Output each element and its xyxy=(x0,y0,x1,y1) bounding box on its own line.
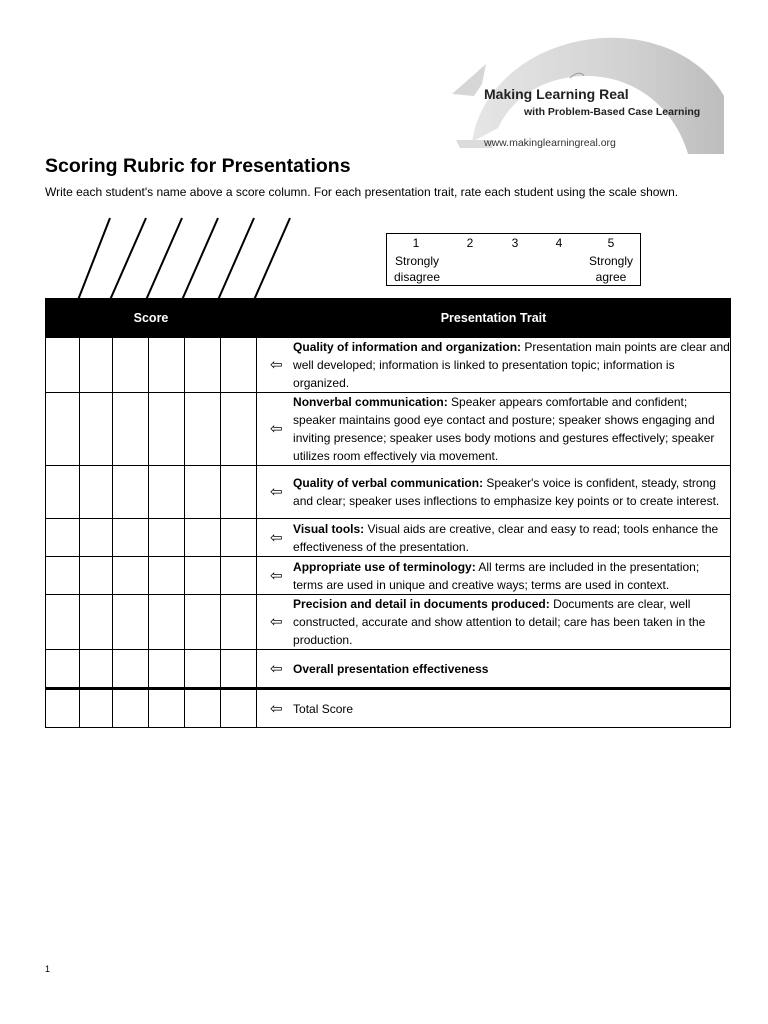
total-score-cell[interactable] xyxy=(113,689,149,728)
total-score-cell[interactable] xyxy=(221,689,257,728)
score-cell[interactable] xyxy=(80,393,113,466)
trait-title: Quality of information and organization: xyxy=(293,340,522,354)
score-cell[interactable] xyxy=(221,595,257,650)
score-cell[interactable] xyxy=(221,519,257,557)
rubric-table xyxy=(45,298,731,728)
left-arrow-icon: ⇦ xyxy=(270,529,283,546)
student-name-lines xyxy=(40,212,300,302)
trait-description: Speaker appears comfortable and confident; speaker maintains good eye contact and posture; speaker shows engaging and inviting presence; speaker uses body motions and gestures effectively; speaker utilizes room effectively via movement. xyxy=(293,395,715,463)
page-footer-mark: 1 xyxy=(45,964,51,974)
rating-scale-box xyxy=(386,233,641,286)
score-cell[interactable] xyxy=(185,338,221,393)
logo-title: Making Learning Real xyxy=(484,86,629,102)
total-score-label-cell xyxy=(257,689,731,728)
rubric-body xyxy=(46,338,731,728)
left-arrow-icon: ⇦ xyxy=(270,660,283,677)
scale-number-2: 2 xyxy=(466,236,474,250)
total-score-row xyxy=(46,689,731,728)
score-cell[interactable] xyxy=(80,338,113,393)
score-header: Score xyxy=(46,299,257,338)
trait-cell xyxy=(257,519,731,557)
left-arrow-icon: ⇦ xyxy=(270,420,283,438)
total-score-label: Total Score xyxy=(293,701,354,716)
presentation-trait-header: Presentation Trait xyxy=(257,299,731,338)
score-cell[interactable] xyxy=(46,338,80,393)
trait-title: Overall presentation effectiveness xyxy=(293,661,489,676)
trait-title: Precision and detail in documents produced: xyxy=(293,597,550,611)
score-cell[interactable] xyxy=(46,595,80,650)
left-arrow-icon: ⇦ xyxy=(270,613,283,631)
instructions-text: Write each student's name above a score column. For each presentation trait, rate each student using the scale shown. xyxy=(45,185,679,199)
name-line-1[interactable] xyxy=(78,218,110,300)
table-row xyxy=(46,595,731,650)
score-cell[interactable] xyxy=(185,393,221,466)
score-cell[interactable] xyxy=(185,557,221,595)
score-cell[interactable] xyxy=(113,595,149,650)
left-arrow-icon: ⇦ xyxy=(270,356,283,374)
score-cell[interactable] xyxy=(46,466,80,519)
score-cell[interactable] xyxy=(80,650,113,689)
scale-number-1: 1 xyxy=(412,236,420,250)
score-cell[interactable] xyxy=(221,557,257,595)
score-cell[interactable] xyxy=(221,338,257,393)
scale-low-label-line-2: disagree xyxy=(393,270,441,284)
trait-title: Nonverbal communication: xyxy=(293,395,448,409)
table-row xyxy=(46,393,731,466)
scale-number-5: 5 xyxy=(607,236,615,250)
score-cell[interactable] xyxy=(149,466,185,519)
trait-title: Quality of verbal communication: xyxy=(293,476,484,490)
score-cell[interactable] xyxy=(185,466,221,519)
trait-title: Appropriate use of terminology: xyxy=(293,559,476,574)
name-line-4[interactable] xyxy=(182,218,218,300)
trait-cell xyxy=(257,650,731,689)
scale-high-label xyxy=(585,253,637,285)
trait-cell xyxy=(257,393,731,466)
name-line-5[interactable] xyxy=(218,218,254,300)
trait-cell xyxy=(257,338,731,393)
score-cell[interactable] xyxy=(149,393,185,466)
score-cell[interactable] xyxy=(113,650,149,689)
score-cell[interactable] xyxy=(113,557,149,595)
score-cell[interactable] xyxy=(80,595,113,650)
table-row xyxy=(46,519,731,557)
trait-cell xyxy=(257,466,731,519)
score-cell[interactable] xyxy=(149,338,185,393)
total-score-cell[interactable] xyxy=(185,689,221,728)
page-title: Scoring Rubric for Presentations xyxy=(45,155,351,177)
logo-url[interactable]: www.makinglearningreal.org xyxy=(484,137,616,149)
score-cell[interactable] xyxy=(113,519,149,557)
left-arrow-icon: ⇦ xyxy=(270,483,283,501)
score-cell[interactable] xyxy=(221,393,257,466)
left-arrow-icon: ⇦ xyxy=(270,700,283,717)
name-line-6[interactable] xyxy=(254,218,290,300)
score-cell[interactable] xyxy=(185,650,221,689)
score-cell[interactable] xyxy=(149,650,185,689)
score-cell[interactable] xyxy=(80,466,113,519)
trait-description: Visual aids are creative, clear and easy to read; tools enhance the effectiveness of the presentation. xyxy=(293,521,719,554)
trait-cell xyxy=(257,595,731,650)
left-arrow-icon: ⇦ xyxy=(270,567,283,584)
scale-number-4: 4 xyxy=(555,236,563,250)
name-line-2[interactable] xyxy=(110,218,146,300)
total-score-cell[interactable] xyxy=(149,689,185,728)
trait-title: Visual tools: xyxy=(293,521,365,536)
score-cell[interactable] xyxy=(46,393,80,466)
table-row xyxy=(46,650,731,689)
name-line-3[interactable] xyxy=(146,218,182,300)
score-cell[interactable] xyxy=(221,650,257,689)
score-cell[interactable] xyxy=(80,557,113,595)
score-cell[interactable] xyxy=(80,519,113,557)
score-cell[interactable] xyxy=(46,557,80,595)
score-cell[interactable] xyxy=(113,393,149,466)
scale-low-label xyxy=(391,253,443,285)
table-row xyxy=(46,557,731,595)
score-cell[interactable] xyxy=(185,519,221,557)
score-cell[interactable] xyxy=(149,557,185,595)
trait-description: Speaker's voice is confident, steady, strong and clear; speaker uses inflections to emphasize key points or to create interest. xyxy=(293,476,720,508)
scale-high-label-line-1: Strongly xyxy=(588,254,634,268)
score-cell[interactable] xyxy=(185,595,221,650)
score-cell[interactable] xyxy=(46,650,80,689)
score-cell[interactable] xyxy=(46,519,80,557)
score-cell[interactable] xyxy=(113,466,149,519)
table-header-row xyxy=(46,299,731,338)
scale-high-label-line-2: agree xyxy=(595,270,627,284)
logo-subtitle: with Problem-Based Case Learning xyxy=(524,106,701,118)
table-row xyxy=(46,466,731,519)
table-row xyxy=(46,338,731,393)
score-cell[interactable] xyxy=(149,595,185,650)
score-cell[interactable] xyxy=(149,519,185,557)
trait-description: Presentation main points are clear and well developed; information is linked to presentation topic; information is organized. xyxy=(293,340,730,390)
trait-description: All terms are included in the presentation; terms are used in unique and creative ways; terms are used in context. xyxy=(293,559,700,592)
making-learning-real-logo xyxy=(452,36,728,154)
scale-number-3: 3 xyxy=(511,236,519,250)
trait-cell xyxy=(257,557,731,595)
total-score-cell[interactable] xyxy=(46,689,80,728)
total-score-cell[interactable] xyxy=(80,689,113,728)
scale-low-label-line-1: Strongly xyxy=(394,254,440,268)
score-cell[interactable] xyxy=(221,466,257,519)
score-cell[interactable] xyxy=(113,338,149,393)
trait-description: Documents are clear, well constructed, accurate and show attention to detail; care has been taken in the production. xyxy=(293,597,706,647)
